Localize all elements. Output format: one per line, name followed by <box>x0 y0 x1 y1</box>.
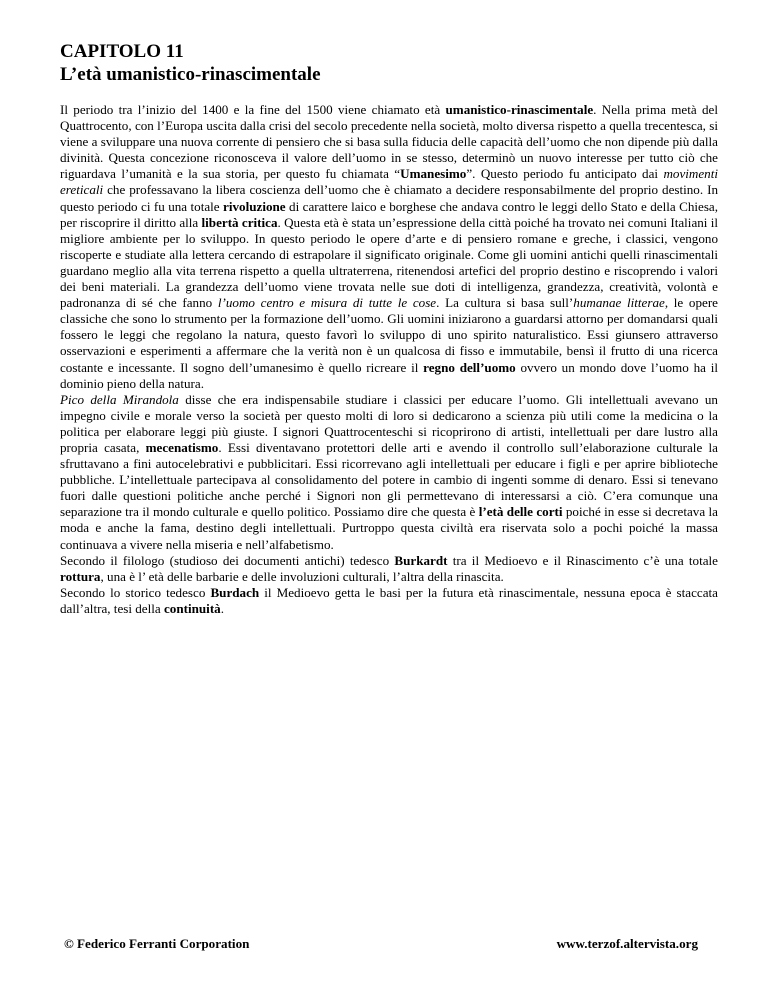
text-run: disse che era indispensabile studiare i classici per educare l’uomo. Gli intellettuali avevano un impegno civile e morale verso la società per questo molti di loro si dedicarono a scienza più utili come la medicina o la politica per elaborare leggi più giuste. I signori Quattrocenteschi si ricoprirono di artisti, intellettuali per dare lustro alla propria casata, <box>60 391 718 455</box>
bold-term: continuità <box>163 600 221 616</box>
bold-term: Burkardt <box>394 552 448 568</box>
text-run: ”. Questo periodo fu anticipato dai <box>466 166 664 182</box>
paragraph <box>60 553 718 585</box>
text-run: ovvero un mondo dove l’uomo ha il dominio pieno della natura. <box>60 359 718 391</box>
text-run: il Medioevo getta le basi per la futura età rinascimentale, nessuna epoca è staccata dall’altra, tesi della <box>60 584 718 616</box>
text-run: , le opere classiche che sono lo strumento per la formazione dell’uomo. Gli uomini iniziarono a guardarsi attorno per domandarsi quali fossero le leggi che regolano la natura, questo favorì lo sviluppo di uno spirito naturalistico. Essi giunsero attraverso osservazioni e esperimenti a affermare che la verità non è un qualcosa di fisso e immutabile, bensì il frutto di una ricerca costante e incessante. Il sogno dell’umanesimo è quello ricreare il <box>60 295 718 375</box>
paragraph <box>60 585 718 617</box>
footer-website: www.terzof.altervista.org <box>556 936 698 951</box>
italic-term: l’uomo centro e misura di tutte le cose <box>217 295 437 311</box>
bold-term: libertà critica <box>201 214 278 230</box>
text-run: poiché in esse si decretava la moda e anche la fama, destino degli intellettuali. Purtroppo questa civiltà era riservata solo a pochi poiché la massa continuava a vivere nella miseria e nell’alfabetismo. <box>60 504 718 552</box>
bold-term: rivoluzione <box>223 198 286 214</box>
bold-term: mecenatismo <box>145 439 219 455</box>
document-page <box>60 40 718 617</box>
body-text <box>60 102 718 617</box>
italic-term: Pico della Mirandola <box>60 391 179 407</box>
chapter-heading: CAPITOLO 11 <box>60 41 184 62</box>
bold-term: rottura <box>60 568 101 584</box>
text-run: . Nella prima metà del Quattrocento, con l’Europa uscita dalla crisi del secolo precedente nella società, molto diversa rispetto a quella trecentesca, si viene a sviluppare una nuova corrente di pensiero che si basa sulla fiducia delle capacità dell’uomo che non dipende più dalla divinità. Questa concezione riconosceva il valore dell’uomo in se stesso, determinò un nuovo interesse per tutto ciò che riguardava l’umanità e la sua storia, per questo fu chiamata “ <box>60 102 718 182</box>
text-run: di carattere laico e borghese che andava contro le leggi dello Stato e della Chiesa, per riscoprire il diritto alla <box>60 198 718 230</box>
text-run: . <box>220 600 225 616</box>
bold-term: Burdach <box>210 584 260 600</box>
text-run: tra il Medioevo e il Rinascimento c’è una totale <box>447 552 718 568</box>
chapter-title: L’età umanistico-rinascimentale <box>60 64 321 85</box>
bold-term: Umanesimo <box>400 166 467 182</box>
footer-copyright: © Federico Ferranti Corporation <box>64 936 250 951</box>
text-run: . La cultura si basa sull’ <box>436 295 574 311</box>
text-run: Secondo il filologo (studioso dei documenti antichi) tedesco <box>60 552 395 568</box>
paragraph <box>60 392 718 553</box>
text-run: che professavano la libera coscienza dell’uomo che è chiamato a decidere responsabilmente del proprio destino. In questo periodo ci fu una totale <box>60 182 718 214</box>
text-run: , una è l’ età delle barbarie e delle involuzioni culturali, l’altra della rinascita. <box>100 568 504 584</box>
italic-term: humanae litterae <box>573 295 665 311</box>
bold-term: regno dell’uomo <box>423 359 516 375</box>
paragraph <box>60 102 718 392</box>
italic-term: movimenti ereticali <box>60 166 718 198</box>
text-run: Secondo lo storico tedesco <box>60 584 211 600</box>
text-run: . Questa età è stata un’espressione della città poiché ha trovato nei comuni Italiani il migliore ambiente per lo sviluppo. In questo periodo le opere d’arte e di pensiero romane e greche, i classici, vengono riscoperte e studiate alla lettera cercando di estrapolare il significato originale. Come gli uomini antichi quelli rinascimentali guardano meglio alla vita terrena rispetto a quella ultraterrena, ritenendosi artefici del proprio destino e riscoprendo i valori dei beni materiali. La grandezza dell’uomo viene trovata nelle sue doti di intelligenza, grandezza, creatività, volontà e padronanza di sé che fanno <box>60 214 719 311</box>
text-run: . Essi diventavano protettori delle arti e avendo il controllo sull’elaborazione culturale la sfruttavano a fini autocelebrativi e pubblicitari. Essi ricorrevano agli intellettuali per educare i figli e per aprire biblioteche pubbliche. L’intellettuale partecipava al consolidamento del potere in cambio di ingenti somme di denaro. Essi si tenevano fuori dalle questioni politiche anche perché i Signori non gli permettevano di interessarsi a ciò. C’era comunque una separazione tra il mondo culturale e quello politico. Possiamo dire che questa è <box>60 439 718 520</box>
bold-term: umanistico-rinascimentale <box>445 102 594 117</box>
text-run: Il periodo tra l’inizio del 1400 e la fine del 1500 viene chiamato età <box>60 102 446 117</box>
bold-term: l’età delle corti <box>478 504 563 520</box>
